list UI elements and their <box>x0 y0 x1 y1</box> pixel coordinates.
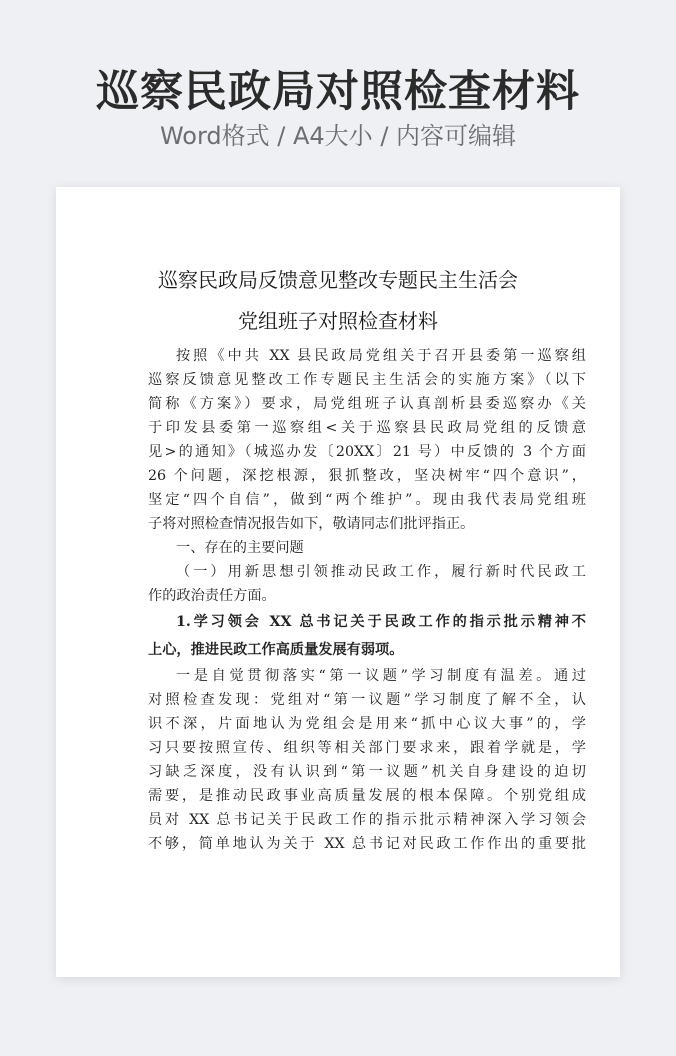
paragraph-line: 巡察反馈意见整改工作专题民主生活会的实施方案》（以下 <box>148 372 586 388</box>
paragraph-line: 需要，是推动民政事业高质量发展的根本保障。个别党组成 <box>148 788 586 804</box>
paragraph-line: 按照《中共 XX 县民政局党组关于召开县委第一巡察组 <box>176 348 586 364</box>
subsection-heading-line: （一）用新思想引领推动民政工作，履行新时代民政工 <box>176 564 586 580</box>
paragraph-line: 见>的通知》（城巡办发〔20XX〕21 号）中反馈的 3 个方面 <box>148 444 586 460</box>
section-heading: 一、存在的主要问题 <box>176 540 304 556</box>
paragraph-line: 不够，简单地认为关于 XX 总书记对民政工作作出的重要批 <box>148 836 586 852</box>
document-page <box>56 187 620 977</box>
subsection-heading-line: 作的政治责任方面。 <box>148 588 276 604</box>
banner-subtitle: Word格式 / A4大小 / 内容可编辑 <box>159 122 517 150</box>
paragraph-line: 子将对照检查情况报告如下，敬请同志们批评指正。 <box>148 516 475 532</box>
banner-title: 巡察民政局对照检查材料 <box>96 67 580 117</box>
document-body <box>148 344 586 856</box>
paragraph-line: 对照检查发现：党组对“第一议题”学习制度了解不全，认 <box>148 692 586 708</box>
paragraph-line: 于印发县委第一巡察组<关于巡察县民政局党组的反馈意 <box>148 420 586 436</box>
paragraph-line: 习缺乏深度，没有认识到“第一议题”机关自身建设的迫切 <box>148 764 586 780</box>
paragraph-line: 员对 XX 总书记关于民政工作的指示批示精神深入学习领会 <box>148 812 586 828</box>
paragraph-line: 识不深，片面地认为党组会是用来“抓中心议大事”的，学 <box>148 716 586 732</box>
paragraph-line: 坚定“四个自信”，做到“两个维护”。现由我代表局党组班 <box>148 492 586 508</box>
document-title-line-1: 巡察民政局反馈意见整改专题民主生活会 <box>158 268 518 292</box>
item-heading-line: 1.学习领会 XX 总书记关于民政工作的指示批示精神不 <box>176 614 586 630</box>
item-heading-line: 上心，推进民政工作高质量发展有弱项。 <box>148 642 404 658</box>
paragraph-line: 一是自觉贯彻落实“第一议题”学习制度有温差。通过 <box>176 668 586 684</box>
paragraph-line: 简称《方案》）要求，局党组班子认真剖析县委巡察办《关 <box>148 396 586 412</box>
paragraph-line: 26 个问题，深挖根源，狠抓整改，坚决树牢“四个意识”， <box>148 468 586 484</box>
paragraph-line: 习只要按照宣传、组织等相关部门要求来，跟着学就是，学 <box>148 740 586 756</box>
document-title-line-2: 党组班子对照检查材料 <box>238 309 438 333</box>
